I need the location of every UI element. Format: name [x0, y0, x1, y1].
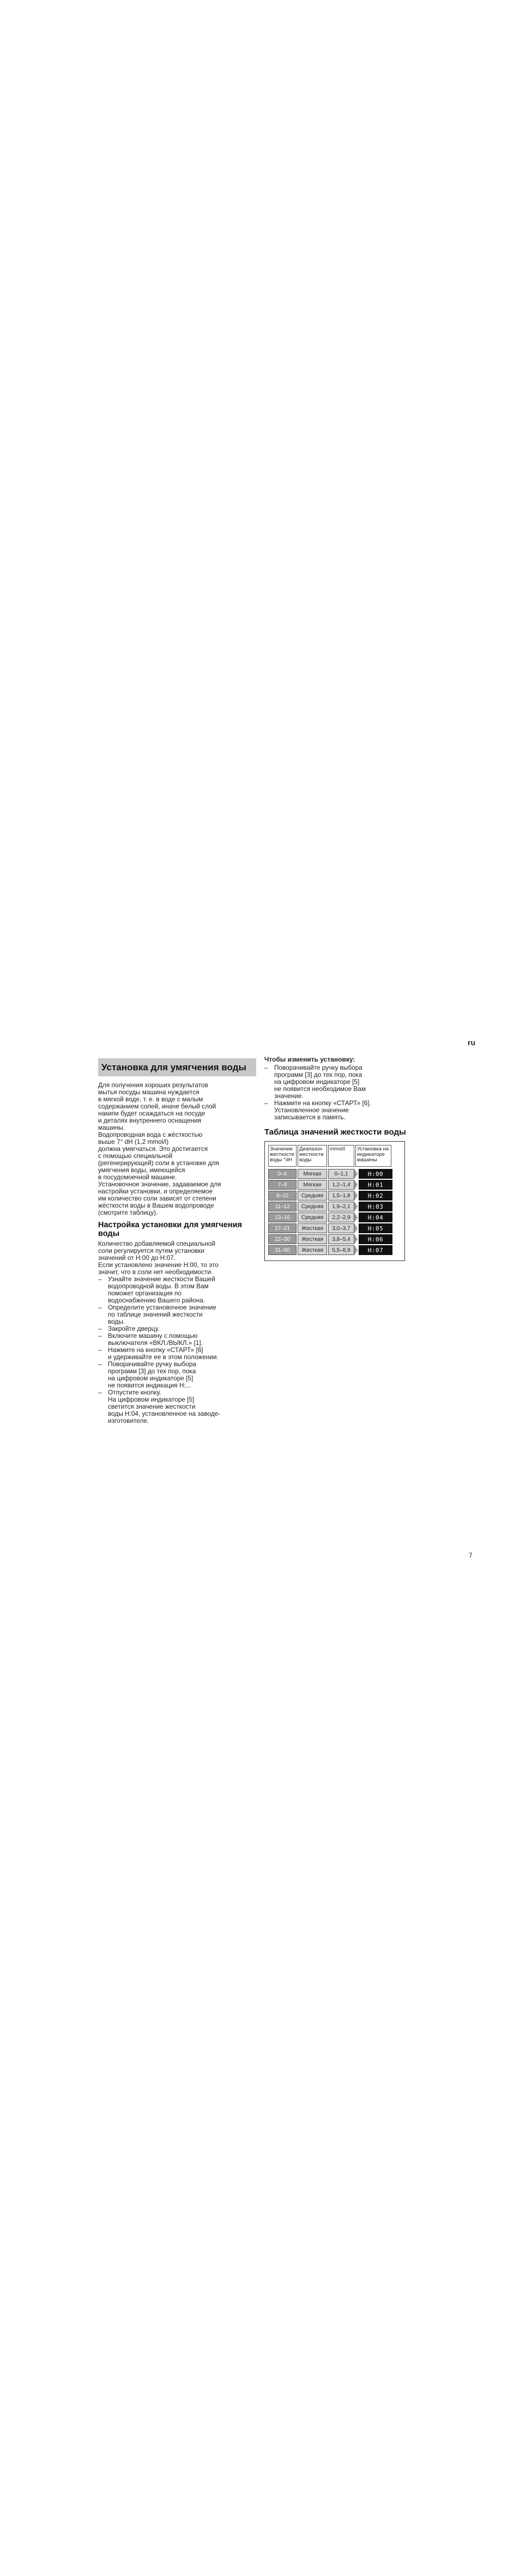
table-cell-mmol: 1,2–1,4 [328, 1180, 354, 1190]
text-line: мытья посуды машина нуждается [98, 1088, 199, 1096]
table-cell-range: Средняя [298, 1191, 327, 1201]
text-line: содержанием солей, иначе белый слой [98, 1102, 216, 1110]
text-line: светится значение жесткости [108, 1403, 196, 1410]
text-line: На цифровом индикаторе [5] [108, 1396, 195, 1403]
table-row [268, 1223, 401, 1233]
step-line: программ [3] до тех пор, пока [274, 1071, 362, 1078]
table-body [268, 1169, 401, 1255]
display-setting: H:03 [359, 1202, 392, 1211]
table-header-cell: Значение жесткости воды °dH [268, 1145, 297, 1167]
arrow-icon [354, 1245, 358, 1255]
dash-bullet: – [264, 1064, 268, 1071]
table-cell-mmol: 2,2–2,9 [328, 1213, 354, 1222]
text-line: им количество соли зависят от степени [98, 1195, 216, 1202]
dash-bullet: – [264, 1099, 268, 1107]
table-cell-dh: 13–16 [268, 1213, 297, 1222]
arrow-icon [354, 1169, 358, 1179]
text-line: накипи будет осаждаться на посуде [98, 1110, 205, 1117]
change-setting-heading: Чтобы изменить установку: [264, 1056, 355, 1063]
arrow-icon [354, 1202, 358, 1211]
display-setting: H:06 [359, 1234, 392, 1244]
dash-bullet: – [98, 1360, 102, 1368]
intro-text [98, 1082, 259, 1216]
table-row [268, 1191, 401, 1201]
table-row [268, 1245, 401, 1255]
table-cell-mmol: 3,0–3,7 [328, 1223, 354, 1233]
table-cell-dh: 22–30 [268, 1234, 297, 1244]
text-line: значений от Н:00 до Н:07. [98, 1254, 176, 1262]
dash-bullet: – [98, 1332, 102, 1339]
dash-bullet: – [98, 1389, 102, 1396]
display-setting: H:00 [359, 1169, 392, 1179]
step-item [98, 1347, 259, 1361]
table-cell-dh: 11–12 [268, 1202, 297, 1211]
table-row [268, 1180, 401, 1190]
table-cell-dh: 31–50 [268, 1245, 297, 1255]
display-setting: H:07 [359, 1245, 392, 1255]
step-line: Отпустите кнопку. [108, 1389, 161, 1396]
table-title: Таблица значений жесткости воды [264, 1128, 406, 1137]
step-line: Нажмите на кнопку «СТАРТ» [6]. [274, 1099, 371, 1107]
step-item [264, 1100, 428, 1121]
text-line: и деталях внутреннего оснащения [98, 1117, 202, 1124]
section-title: Установка для умягчения воды [98, 1058, 256, 1076]
table-cell-range: Мягкая [298, 1180, 327, 1190]
subsection-title: Настройка установки для умягчения воды [98, 1221, 242, 1238]
display-setting: H:02 [359, 1191, 392, 1201]
outro-text [98, 1396, 259, 1425]
text-line: соли регулируется путем установки [98, 1247, 204, 1254]
table-cell-range: Мягкая [298, 1169, 327, 1179]
dash-bullet: – [98, 1325, 102, 1332]
text-line: Если установлено значение Н:00, то это [98, 1261, 219, 1269]
table-header-row [268, 1145, 401, 1167]
text-line: в мягкой воде, т. е. в воде с малым [98, 1095, 203, 1103]
language-tag: ru [468, 1038, 475, 1047]
table-cell-mmol: 5,5–8,9 [328, 1245, 354, 1255]
step-item [98, 1276, 259, 1304]
table-cell-range: Жесткая [298, 1234, 327, 1244]
text-line: Количество добавляемой специальной [98, 1240, 215, 1247]
step-line: записывается в память. [274, 1113, 346, 1121]
table-row [268, 1169, 401, 1179]
arrow-icon [354, 1191, 358, 1201]
step-item [98, 1304, 259, 1325]
step-line: Узнайте значение жесткости Вашей [108, 1275, 215, 1283]
text-line: Водопроводная вода с жёсткостью [98, 1131, 203, 1138]
table-cell-mmol: 0–1,1 [328, 1169, 354, 1179]
step-line: Установленное значение [274, 1106, 349, 1114]
step-line: программ [3] до тех пор, пока [108, 1367, 196, 1375]
step-line: и удерживайте ее в этом положении. [108, 1353, 219, 1361]
table-cell-range: Жесткая [298, 1223, 327, 1233]
display-setting: H:04 [359, 1213, 392, 1222]
dash-bullet: – [98, 1304, 102, 1311]
display-setting: H:01 [359, 1180, 392, 1190]
step-item [264, 1064, 428, 1100]
text-line: (смотрите таблицу). [98, 1209, 158, 1216]
text-line: воды Н:04, установленное на заводе- [108, 1410, 221, 1417]
change-steps-list [264, 1064, 428, 1121]
step-line: Поворачивайте ручку выбора [108, 1360, 196, 1368]
step-item [98, 1389, 259, 1396]
step-line: выключателя «ВКЛ./ВЫКЛ.» [1]. [108, 1339, 203, 1347]
table-row [268, 1213, 401, 1222]
table-cell-dh: 9–10 [268, 1191, 297, 1201]
text-line: настройки установки, и определяемое [98, 1187, 213, 1195]
table-cell-mmol: 1,9–2,1 [328, 1202, 354, 1211]
text-line: должна умягчаться. Это достигается [98, 1145, 208, 1153]
left-column [98, 1058, 259, 1425]
step-line: Включите машину с помощью [108, 1332, 198, 1339]
table-cell-range: Средняя [298, 1202, 327, 1211]
table-cell-mmol: 3,8–5,4 [328, 1234, 354, 1244]
page-number: 7 [469, 1551, 473, 1559]
display-setting: H:05 [359, 1223, 392, 1233]
text-line: машины. [98, 1124, 125, 1131]
step-line: Закройте дверцу. [108, 1325, 160, 1332]
step-line: не появится необходимое Вам [274, 1085, 366, 1093]
step-line: по таблице значений жесткости [108, 1311, 203, 1318]
text-line: значит, что в соли нет необходимости. [98, 1268, 213, 1276]
arrow-icon [354, 1234, 358, 1244]
table-row [268, 1234, 401, 1244]
step-line: водоснабжению Вашего района. [108, 1296, 205, 1304]
step-line: на цифровом индикаторе [5] [274, 1078, 360, 1086]
table-cell-dh: 7–8 [268, 1180, 297, 1190]
table-row [268, 1202, 401, 1211]
step-line: значение. [274, 1092, 304, 1100]
step-line: водопроводной воды. В этом Вам [108, 1282, 209, 1290]
text-line: изготовителе. [108, 1417, 149, 1425]
steps-list [98, 1276, 259, 1396]
text-line: Для получения хороших результатов [98, 1081, 208, 1089]
arrow-icon [354, 1213, 358, 1222]
step-line: не появится индикация Н:... [108, 1381, 191, 1389]
table-header-cell: mmol/l [328, 1145, 354, 1167]
text-line: выше 7° dH (1,2 mmol/l) [98, 1138, 169, 1145]
subsection-intro [98, 1240, 259, 1276]
arrow-icon [354, 1180, 358, 1190]
table-cell-dh: 0–6 [268, 1169, 297, 1179]
step-item [98, 1332, 259, 1347]
text-line: с помощью специальной [98, 1152, 173, 1160]
dash-bullet: – [98, 1346, 102, 1354]
step-line: поможет организация по [108, 1289, 182, 1297]
table-cell-mmol: 1,5–1,8 [328, 1191, 354, 1201]
hardness-table [264, 1141, 405, 1261]
table-header-cell: Установка на индикаторе машины [355, 1145, 391, 1167]
arrow-icon [354, 1223, 358, 1233]
text-line: умягчения воды, имеющейся [98, 1166, 185, 1174]
step-line: Определите установочное значение [108, 1304, 216, 1311]
text-line: в посудомоечной машине. [98, 1173, 177, 1181]
dash-bullet: – [98, 1275, 102, 1283]
table-header-cell: Диапазон жесткости воды [298, 1145, 327, 1167]
step-item [98, 1361, 259, 1389]
step-line: воды. [108, 1318, 125, 1325]
step-line: Нажмите на кнопку «СТАРТ» [6] [108, 1346, 203, 1354]
step-line: на цифровом индикаторе [5] [108, 1374, 194, 1382]
table-cell-dh: 17–21 [268, 1223, 297, 1233]
text-line: жёсткости воды в Вашем водопроводе [98, 1202, 214, 1209]
text-line: (регенерирующей) соли в установке для [98, 1159, 219, 1167]
table-cell-range: Жесткая [298, 1245, 327, 1255]
step-line: Поворачивайте ручку выбора [274, 1064, 362, 1071]
right-column [264, 1056, 428, 1261]
table-cell-range: Средняя [298, 1213, 327, 1222]
text-line: Установочное значение, задаваемое для [98, 1180, 221, 1188]
